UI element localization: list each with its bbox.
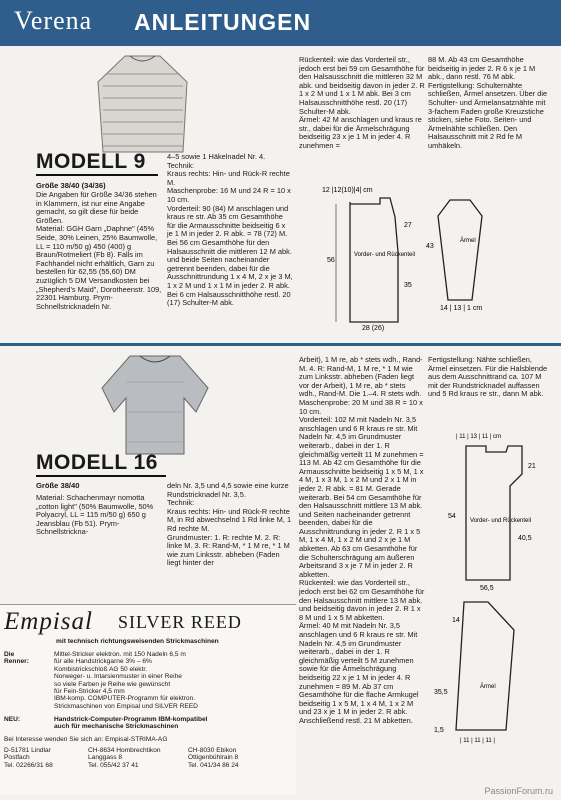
schema16-bottom: 56,5 — [480, 585, 494, 592]
schema9-43: 43 — [426, 243, 434, 250]
schema9-35: 35 — [404, 282, 412, 289]
section-divider — [0, 343, 561, 346]
model-16-text-col2: deln Nr. 3,5 und 4,5 sowie eine kurze Rundstricknadel Nr. 3,5. Technik: Kraus rechts: Hin- und Rück-R rechte M, in Rd abwechselnd 1 Rd linke M, 1 Rd rechte M. Grundmuster: 1. R: rechte M. 2. R: linke M. 3. R: Rand-M, * 1 M re, * 1 M wie zum Linksstr. abheben (Faden liegt hinter der — [167, 481, 292, 568]
schema16-21: 21 — [528, 463, 536, 470]
schema16-54: 54 — [448, 513, 456, 520]
ad-address-ebikon: CH-8030 Ebikon Ottigenbühlrain 8 Tel. 041/34 86 24 — [188, 747, 239, 769]
schema9-sleeve-label: Ärmel — [460, 238, 476, 244]
ad-label-renner: Die Renner: — [4, 651, 29, 666]
schema9-bottom: 28 (26) — [362, 325, 385, 332]
model-9-text-col4: 88 M. Ab 43 cm Gesamthöhe beidseitig in jeder 2. R 6 x je 1 M abk., dann restl. 76 M abk. Fertigstellung: Schulternähte schließen, Ärmel ansetzen. Über die Schulter- und Ärmelansatznähte mit 3-fachem Faden große Kreuzstiche sticken, siehe Foto. Seiten- und Ärmelnähte schließen. Den Halsausschnitt mit 2 Rd fe M umhäkeln. — [428, 55, 548, 150]
schema16-35-5: 35,5 — [434, 689, 448, 696]
schema16-1-5: 1,5 — [434, 727, 444, 734]
model-9-size: Größe 38/40 (34/36) — [36, 181, 106, 190]
model-9-schema — [300, 182, 555, 332]
schema16-14: 14 — [452, 617, 460, 624]
schema16-40-5: 40,5 — [518, 535, 532, 542]
magazine-brand: Verena — [14, 6, 93, 35]
ad-contact-line: Bei Interesse wenden Sie sich an: Empisal-STRIMA-AG — [4, 736, 168, 743]
model-16-text-col3: Arbeit), 1 M re, ab * stets wdh., Rand-M. 4. R: Rand-M, 1 M re, * 1 M wie zum Linksstr. abheben (Faden liegt vor der Arbeit), 1 M re, ab * stets wdh., Rand-M. Die 1.–4. R stets wdh. Maschenprobe: 20 M und 38 R = 10 x 10 cm. Vorderteil: 102 M mit Nadeln Nr. 3,5 anschlagen und 6 R kraus re str. Mit Nadeln Nr. 4,5 im Grundmuster weiterarb., dabei in der 1. R gleichmäßig verteilt 11 M zunehmen = 113 M. Ab 42 cm Gesamthöhe für die Armausschnitte beidseitig 1 x 5 M, 1 x 4 M, 1 x 3 M, 1 x 2 M und 2 x 1 M in jeder 2. R abk. = 81 M. Gerade weiterarb. Bei 54 cm Gesamthöhe für den Halsausschnitt mittlere 13 M abk. und Seiten nacheinander getrennt beenden, dabei für die Ausschnittrundung in jeder 2. R 1 x 5 M, 1 x 4 M, 1 x 2 M und 2 x je 1 M abketten. Ab 63 cm Gesamthöhe für die Schulterschrägung am äußeren Arbeitsrand 3 x je 7 M in jeder 2. R abketten. Rückenteil: wie das Vorderteil str., jedoch erst bei 62 cm Gesamthöhe für den Halsausschnitt mittlere 13 M abk. und beidseitig davon in jeder 2. R 1 x 8 M und 1 x 5 M abketten. Ärmel: 40 M mit Nadeln Nr. 3,5 anschlagen und 6 R kraus re str. Mit Nadeln Nr. 4,5 im Grundmuster weiterarb., dabei in der 1. R gleichmäßig verteilt 5 M zunehmen sowie für die Ärmelschrägung beidseitig 22 x je 1 M in jeder 4. R zunehmen = 89 M. Ab 37 cm Gesamthöhe für die flache Armkugel beidseitig 1 x 5 M, 1 x 4 M, 1 x 2 M und 23 x je 1 M in jeder 2. R abk. Anschließend restl. 21 M abketten. — [299, 355, 425, 725]
schema16-top: | 11 | 13 | 11 | cm — [456, 434, 502, 440]
model-16-schema — [426, 402, 556, 792]
model-9-underline — [36, 174, 158, 176]
empisal-ad — [0, 604, 296, 795]
sweater-9-photo — [95, 54, 190, 154]
header-bar — [0, 0, 561, 46]
model-9-text-col2: 4–5 sowie 1 Häkelnadel Nr. 4. Technik: Kraus rechts: Hin- und Rück-R rechte M. Maschenprobe: 16 M und 24 R = 10 x 10 cm. Vorderteil: 90 (84) M anschlagen und kraus re str. Ab 35 cm Gesamthöhe für die Armausschnitte beidseitig 6 x je 1 M in jeder 2. R abk. = 78 (72) M. Bei 56 cm Gesamthöhe für den Halsausschnitt die mittleren 12 M abk. und beide Seiten nacheinander getrennt beenden, dabei für die Ausschnittrundung 1 x 4 M, 2 x je 3 M, 1 x 2 M und 1 x 1 M in jeder 2. R abk. Bei 6 cm Halsausschnitthöhe restl. 20 (17) Schulter-M abk. — [167, 152, 293, 308]
schema16-sleeve-label: Ärmel — [480, 684, 496, 690]
section-title: ANLEITUNGEN — [134, 9, 312, 35]
schema9-front-label: Vorder- und Rückenteil — [354, 252, 416, 258]
schema9-sbottom: 14 | 13 | 1 cm — [440, 305, 483, 312]
ad-products: Mittel-Stricker elektron. mit 150 Nadeln 6,5 m für alle Handstrickgarne 3% – 6% Kombistrickschloß AG 50 elektr. Norweger- u. Intarsienmuster in einer Reihe so viele Farben je Reihe wie gewünscht für Fein-Stricker 4,5 mm IBM-komp. COMPUTER-Programm für elektron. Strickmaschinen von Empisal und SILVER REED — [54, 651, 198, 710]
ad-address-germany: D-51781 Lindlar Postfach Tel. 02266/31 68 — [4, 747, 53, 769]
model-9-text-col1: Die Angaben für Größe 34/36 stehen in Klammern, ist nur eine Angabe gemacht, so gilt diese für beide Größen. Material: GGH Garn „Daphne" (45% Seide, 30% Leinen, 25% Baumwolle, LL = 110 m/50 g) 450 (400) g Braun/Rotmeliert (Fb 8). Falls im Fachhandel nicht erhältlich, Garn zu bestellen für 62,55 (55,60) DM zuzüglich 5 DM Versandkosten bei „Shepherd's Maid", Dorotheenstr. 109, 22301 Hamburg. Prym-Schnellstricknadeln Nr. — [36, 190, 162, 311]
model-16-text-col1: Material: Schachenmayr nomotta „cotton light" (50% Baumwolle, 50% Polyacryl, LL = 115 m/50 g) 650 g Jeansblau (Fb 51). Prym-Schnellstrickna- — [36, 493, 154, 537]
ad-neu-text: Handstrick-Computer-Programm IBM-kompatibel auch für mechanische Strickmaschinen — [54, 716, 208, 731]
model-16-size: Größe 38/40 — [36, 481, 80, 490]
ad-tagline: mit technisch richtungsweisenden Strickmaschinen — [56, 638, 219, 645]
ad-brand-silver-reed: SILVER REED — [118, 612, 242, 632]
schema16-front-label: Vorder- und Rückenteil — [470, 518, 532, 524]
ad-brand-empisal: Empisal — [4, 608, 93, 635]
schema9-56: 56 — [327, 257, 335, 264]
model-16-underline — [36, 475, 166, 477]
ad-label-neu: NEU: — [4, 716, 21, 723]
watermark: PassionForum.ru — [484, 786, 553, 796]
schema9-top: 12 |12(10)|4| cm — [322, 187, 373, 194]
model-16-title: MODELL 16 — [36, 451, 158, 474]
ad-address-hombrechtikon: CH-8634 Hombrechtikon Langgass 8 Tel. 055/42 37 41 — [88, 747, 161, 769]
schema9-27: 27 — [404, 222, 412, 229]
model-16-text-col4: Fertigstellung: Nähte schließen, Ärmel einsetzen. Für die Halsblende aus dem Ausschnittrand ca. 107 M mit der Rundstricknadel auffassen und 5 Rd kraus re str., dann M abk. — [428, 355, 548, 399]
model-9-text-col3: Rückenteil: wie das Vorderteil str., jedoch erst bei 59 cm Gesamthöhe für den Halsausschnitt die mittleren 32 M abk. und beidseitig davon in jeder 2. R 1 x 2 M und 1 x 1 M abk. Bei 3 cm Halsausschnitthöhe restl. 20 (17) Schulter-M abk. Ärmel: 42 M anschlagen und kraus re str., dabei für die Ärmelschrägung beidseitig 23 x je 1 M in jeder 4. R zunehmen = — [299, 55, 425, 150]
schema16-sbottom: | 11 | 11 | 11 | — [460, 738, 495, 744]
sweater-16-photo — [100, 352, 210, 457]
model-9-title: MODELL 9 — [36, 150, 146, 173]
